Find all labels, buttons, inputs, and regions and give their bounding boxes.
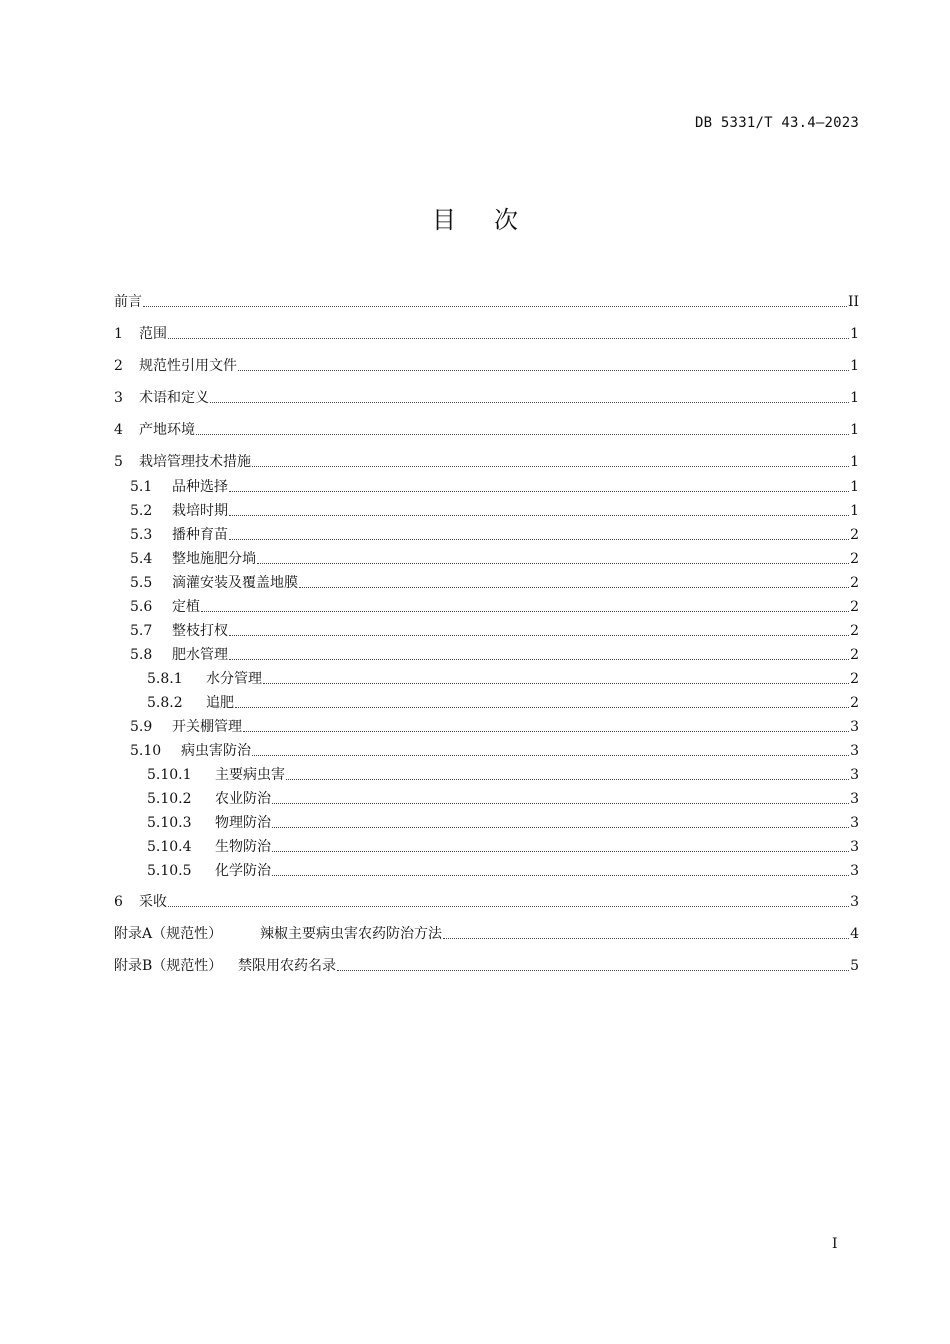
- toc-entry-number: 附录A（规范性）: [114, 926, 223, 942]
- toc-leader: [337, 970, 849, 971]
- toc-entry-number: 5: [114, 454, 123, 470]
- toc-entry-number: 5.10.5: [147, 863, 192, 879]
- toc-entry-number: 5.9: [130, 719, 153, 735]
- toc-page-number: 1: [850, 326, 859, 342]
- toc-page-number: 3: [850, 839, 859, 855]
- toc-entry-number: 5.1: [130, 479, 153, 495]
- toc-entry[interactable]: [114, 690, 859, 712]
- toc-entry-title: 整地施肥分埫: [172, 551, 256, 567]
- toc-entry-number: 5.5: [130, 575, 153, 591]
- toc-entry-number: 5.3: [130, 527, 153, 543]
- toc-leader: [210, 402, 849, 403]
- toc-entry-number: 4: [114, 422, 123, 438]
- toc-leader: [299, 587, 849, 588]
- toc-entry-title: 播种育苗: [172, 527, 228, 543]
- toc-entry[interactable]: [114, 417, 859, 439]
- toc-entry-number: 2: [114, 358, 123, 374]
- toc-entry[interactable]: [114, 714, 859, 736]
- page-number: I: [832, 1236, 838, 1252]
- toc-leader: [235, 707, 849, 708]
- toc-leader: [252, 755, 849, 756]
- toc-leader: [272, 875, 849, 876]
- toc-page-number: II: [847, 294, 859, 310]
- toc-entry[interactable]: [114, 858, 859, 880]
- toc-entry[interactable]: [114, 642, 859, 664]
- toc-page-number: 2: [850, 695, 859, 711]
- toc-entry-number: 1: [114, 326, 123, 342]
- toc-entry[interactable]: [114, 321, 859, 343]
- toc-entry[interactable]: [114, 570, 859, 592]
- toc-page-number: 2: [850, 527, 859, 543]
- toc-entry-title: 术语和定义: [139, 390, 209, 406]
- toc-entry-number: 5.10.4: [147, 839, 192, 855]
- toc-entry[interactable]: [114, 762, 859, 784]
- toc-page-number: 3: [850, 863, 859, 879]
- toc-entry-title: 滴灌安装及覆盖地膜: [172, 575, 298, 591]
- toc-entry-title: 整枝打杈: [172, 623, 228, 639]
- page-title: 目次: [432, 206, 556, 234]
- toc-entry-title: 化学防治: [215, 863, 271, 879]
- toc-page-number: 4: [850, 926, 859, 942]
- toc-page-number: 3: [850, 743, 859, 759]
- toc-entry-title: 品种选择: [172, 479, 228, 495]
- toc-leader: [257, 563, 849, 564]
- toc-entry-title: 生物防治: [215, 839, 271, 855]
- toc-entry[interactable]: [114, 449, 859, 471]
- toc-page-number: 3: [850, 815, 859, 831]
- toc-entry-number: 3: [114, 390, 123, 406]
- toc-page-number: 2: [850, 575, 859, 591]
- toc-entry-title: 产地环境: [139, 422, 195, 438]
- toc-entry[interactable]: [114, 353, 859, 375]
- toc-leader: [229, 659, 849, 660]
- toc-leader: [272, 851, 849, 852]
- toc-entry[interactable]: [114, 666, 859, 688]
- toc-entry-number: 5.6: [130, 599, 153, 615]
- toc-leader: [243, 731, 849, 732]
- toc-leader: [168, 338, 849, 339]
- toc-leader: [229, 635, 849, 636]
- toc-entry-number: 5.8.2: [147, 695, 183, 711]
- toc-page-number: 5: [850, 958, 859, 974]
- toc-leader: [229, 515, 849, 516]
- toc-entry-number: 5.7: [130, 623, 153, 639]
- toc-entry[interactable]: [114, 498, 859, 520]
- toc-leader: [238, 370, 849, 371]
- toc-entry-title: 肥水管理: [172, 647, 228, 663]
- toc-entry-title: 追肥: [206, 695, 234, 711]
- toc-entry[interactable]: [114, 474, 859, 496]
- toc-entry[interactable]: [114, 522, 859, 544]
- toc-leader: [252, 466, 849, 467]
- toc-page-number: 1: [850, 422, 859, 438]
- toc-entry-title: 物理防治: [215, 815, 271, 831]
- toc-entry-title: 栽培时期: [172, 503, 228, 519]
- toc-entry-number: 5.10.1: [147, 767, 192, 783]
- toc-page-number: 3: [850, 767, 859, 783]
- toc-entry-title: 采收: [139, 894, 167, 910]
- toc-entry-number: 5.8.1: [147, 671, 183, 687]
- toc-entry[interactable]: [114, 786, 859, 808]
- toc-leader: [143, 306, 847, 307]
- toc-page-number: 3: [850, 719, 859, 735]
- toc-page-number: 2: [850, 671, 859, 687]
- toc-entry-number: 5.10.2: [147, 791, 192, 807]
- toc-entry-title: 主要病虫害: [215, 767, 285, 783]
- toc-entry-title: 辣椒主要病虫害农药防治方法: [260, 926, 442, 942]
- toc-entry-number: 5.10: [130, 743, 162, 759]
- toc-page-number: 2: [850, 623, 859, 639]
- toc-entry-title: 规范性引用文件: [139, 358, 237, 374]
- toc-page-number: 1: [850, 390, 859, 406]
- standard-code: DB 5331/T 43.4—2023: [695, 115, 859, 131]
- toc-entry[interactable]: [114, 385, 859, 407]
- toc-entry[interactable]: [114, 810, 859, 832]
- toc-page-number: 3: [850, 894, 859, 910]
- toc-page-number: 2: [850, 551, 859, 567]
- toc-entry-number: 6: [114, 894, 123, 910]
- toc-leader: [229, 539, 849, 540]
- toc-page-number: 1: [850, 479, 859, 495]
- toc-entry-title: 病虫害防治: [181, 743, 251, 759]
- toc-leader: [229, 491, 849, 492]
- toc-leader: [263, 683, 849, 684]
- toc-entry-title: 范围: [139, 326, 167, 342]
- toc-entry[interactable]: [114, 594, 859, 616]
- toc-page-number: 1: [850, 503, 859, 519]
- toc-leader: [196, 434, 849, 435]
- toc-page-number: 2: [850, 647, 859, 663]
- toc-entry-title: 栽培管理技术措施: [139, 454, 251, 470]
- toc-entry-number: 附录B（规范性）: [114, 958, 223, 974]
- toc-entry-number: 5.8: [130, 647, 153, 663]
- toc-entry-number: 5.4: [130, 551, 153, 567]
- toc-entry-number: 5.10.3: [147, 815, 192, 831]
- toc-leader: [168, 906, 849, 907]
- toc-entry[interactable]: [114, 953, 859, 975]
- toc-entry[interactable]: [114, 921, 859, 943]
- toc-entry[interactable]: [114, 546, 859, 568]
- toc-leader: [201, 611, 849, 612]
- toc-entry[interactable]: [114, 289, 859, 311]
- toc-entry[interactable]: [114, 738, 859, 760]
- toc-page-number: 3: [850, 791, 859, 807]
- toc-entry[interactable]: [114, 618, 859, 640]
- toc-page-number: 1: [850, 454, 859, 470]
- toc-entry-title: 前言: [114, 294, 142, 310]
- toc-entry-title: 农业防治: [215, 791, 271, 807]
- toc-page-number: 2: [850, 599, 859, 615]
- toc-entry-title: 定植: [172, 599, 200, 615]
- toc-entry-title: 禁限用农药名录: [238, 958, 336, 974]
- toc-leader: [272, 827, 849, 828]
- toc-leader: [272, 803, 849, 804]
- toc-entry-number: 5.2: [130, 503, 153, 519]
- toc-entry-title: 水分管理: [206, 671, 262, 687]
- toc-entry[interactable]: [114, 889, 859, 911]
- toc-page-number: 1: [850, 358, 859, 374]
- toc-entry[interactable]: [114, 834, 859, 856]
- toc-leader: [443, 938, 849, 939]
- toc-leader: [286, 779, 849, 780]
- toc-entry-title: 开关棚管理: [172, 719, 242, 735]
